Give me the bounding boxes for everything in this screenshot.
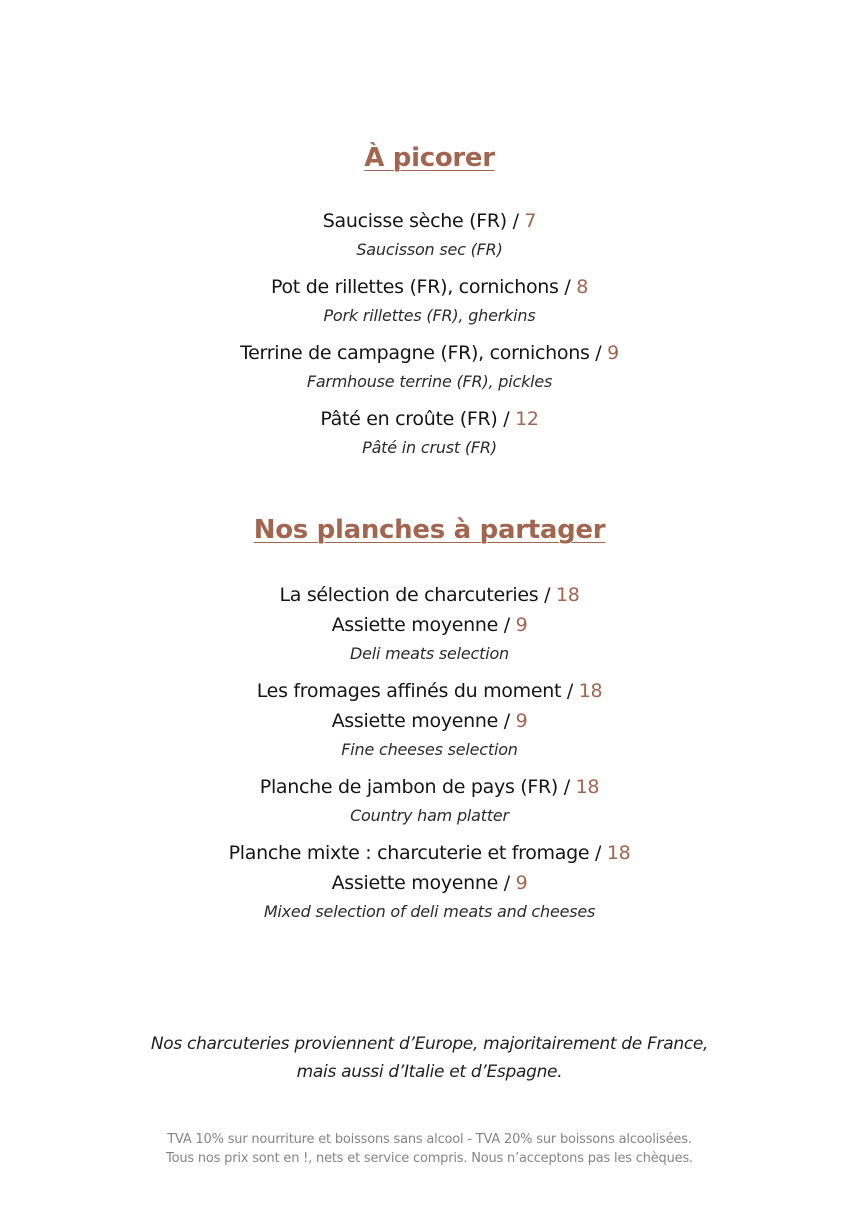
item-line: [0, 272, 859, 302]
item-name: Pâté en croûte (FR) /: [320, 408, 516, 430]
item-name: Terrine de campagne (FR), cornichons /: [240, 342, 608, 364]
item-price: 18: [555, 584, 580, 606]
menu-item: [0, 772, 859, 830]
menu-item: [0, 338, 859, 396]
footer-prices-line: Tous nos prix sont en !, nets et service compris. Nous n’acceptons pas les chèques.: [166, 1151, 693, 1166]
item-sub-line: [0, 610, 859, 640]
item-name: Planche de jambon de pays (FR) /: [259, 776, 576, 798]
menu-item: [0, 838, 859, 926]
item-price: 7: [524, 210, 537, 232]
origin-note-line-1: Nos charcuteries proviennent d’Europe, majoritairement de France,: [150, 1034, 709, 1054]
item-line: [0, 772, 859, 802]
menu-items: [0, 206, 859, 462]
section-planches: [0, 513, 859, 934]
menu-item: [0, 206, 859, 264]
item-line: [0, 676, 859, 706]
item-line: [0, 206, 859, 236]
item-sub-name: Assiette moyenne /: [331, 614, 516, 636]
item-translation: Pork rillettes (FR), gherkins: [323, 306, 536, 325]
item-sub-line: [0, 706, 859, 736]
legal-footer: [0, 1130, 859, 1168]
item-line: [0, 338, 859, 368]
menu-items: [0, 580, 859, 926]
item-line: [0, 580, 859, 610]
menu-item: [0, 676, 859, 764]
item-line: [0, 838, 859, 868]
item-price: 8: [576, 276, 588, 298]
item-translation: Pâté in crust (FR): [362, 438, 497, 457]
item-name: Pot de rillettes (FR), cornichons /: [271, 276, 577, 298]
section-title: Nos planches à partager: [253, 515, 606, 545]
section-title: À picorer: [364, 143, 495, 173]
item-translation: Deli meats selection: [350, 644, 509, 663]
origin-note: [0, 1030, 859, 1086]
menu-item: [0, 272, 859, 330]
item-price: 18: [606, 842, 631, 864]
item-name: Les fromages affinés du moment /: [256, 680, 579, 702]
item-translation: Farmhouse terrine (FR), pickles: [306, 372, 553, 391]
section-a-picorer: [0, 141, 859, 470]
item-price: 9: [607, 342, 619, 364]
item-sub-name: Assiette moyenne /: [331, 710, 516, 732]
item-name: Saucisse sèche (FR) /: [322, 210, 525, 232]
item-translation: Mixed selection of deli meats and cheeses: [263, 902, 596, 921]
item-name: Planche mixte : charcuterie et fromage /: [228, 842, 607, 864]
item-sub-price: 9: [515, 614, 528, 636]
item-sub-price: 9: [515, 872, 528, 894]
origin-note-line-2: mais aussi d’Italie et d’Espagne.: [296, 1062, 563, 1082]
menu-item: [0, 580, 859, 668]
item-translation: Saucisson sec (FR): [356, 240, 503, 259]
item-price: 12: [515, 408, 539, 430]
item-translation: Country ham platter: [350, 806, 509, 825]
item-sub-line: [0, 868, 859, 898]
item-translation: Fine cheeses selection: [341, 740, 518, 759]
menu-item: [0, 404, 859, 462]
item-sub-price: 9: [515, 710, 528, 732]
item-name: La sélection de charcuteries /: [279, 584, 556, 606]
item-price: 18: [575, 776, 600, 798]
item-line: [0, 404, 859, 434]
item-sub-name: Assiette moyenne /: [331, 872, 516, 894]
footer-vat-line: TVA 10% sur nourriture et boissons sans alcool - TVA 20% sur boissons alcoolisées.: [167, 1132, 692, 1147]
item-price: 18: [578, 680, 603, 702]
